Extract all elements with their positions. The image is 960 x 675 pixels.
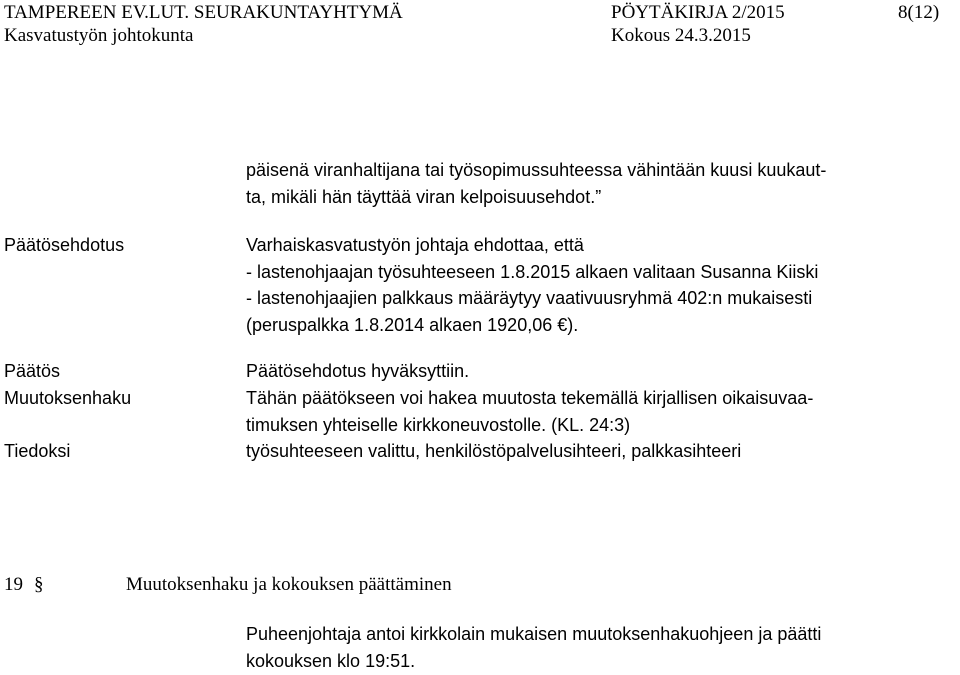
proposal-line: (peruspalkka 1.8.2014 alkaen 1920,06 €). [246,315,579,335]
continuation-line: ta, mikäli hän täyttää viran kelpoisuusehdot.” [246,187,602,207]
continuation-line: päisenä viranhaltijana tai työsopimussuhteessa vähintään kuusi kuukaut- [246,160,827,180]
appeal-line: Tähän päätökseen voi hakea muutosta tekemällä kirjallisen oikaisuvaa- [246,388,814,408]
section-symbol: § [34,574,44,595]
section-number: 19 [4,574,23,595]
unit-name: Kasvatustyön johtokunta [4,25,194,46]
proposal-line: - lastenohjaajan työsuhteeseen 1.8.2015 alkaen valitaan Susanna Kiiski [246,262,819,282]
section-title: Muutoksenhaku ja kokouksen päättäminen [126,574,452,595]
appeal-label: Muutoksenhaku [4,388,132,408]
proposal-label: Päätösehdotus [4,235,125,255]
notify-label: Tiedoksi [4,441,71,461]
proposal-line: - lastenohjaajien palkkaus määräytyy vaativuusryhmä 402:n mukaisesti [246,288,813,308]
page-number: 8(12) [898,2,940,23]
proposal-intro: Varhaiskasvatustyön johtaja ehdottaa, että [246,235,584,255]
appeal-line: timuksen yhteiselle kirkkoneuvostolle. (KL. 24:3) [246,415,631,435]
meeting-date: Kokous 24.3.2015 [611,25,751,46]
section-body-line: Puheenjohtaja antoi kirkkolain mukaisen muutoksenhakuohjeen ja päätti [246,624,822,644]
notify-text: työsuhteeseen valittu, henkilöstöpalvelusihteeri, palkkasihteeri [246,441,742,461]
document-title: PÖYTÄKIRJA 2/2015 [611,2,785,23]
section-body-line: kokouksen klo 19:51. [246,651,416,671]
decision-label: Päätös [4,361,61,381]
decision-text: Päätösehdotus hyväksyttiin. [246,361,470,381]
organization-name: TAMPEREEN EV.LUT. SEURAKUNTAYHTYMÄ [4,2,403,23]
